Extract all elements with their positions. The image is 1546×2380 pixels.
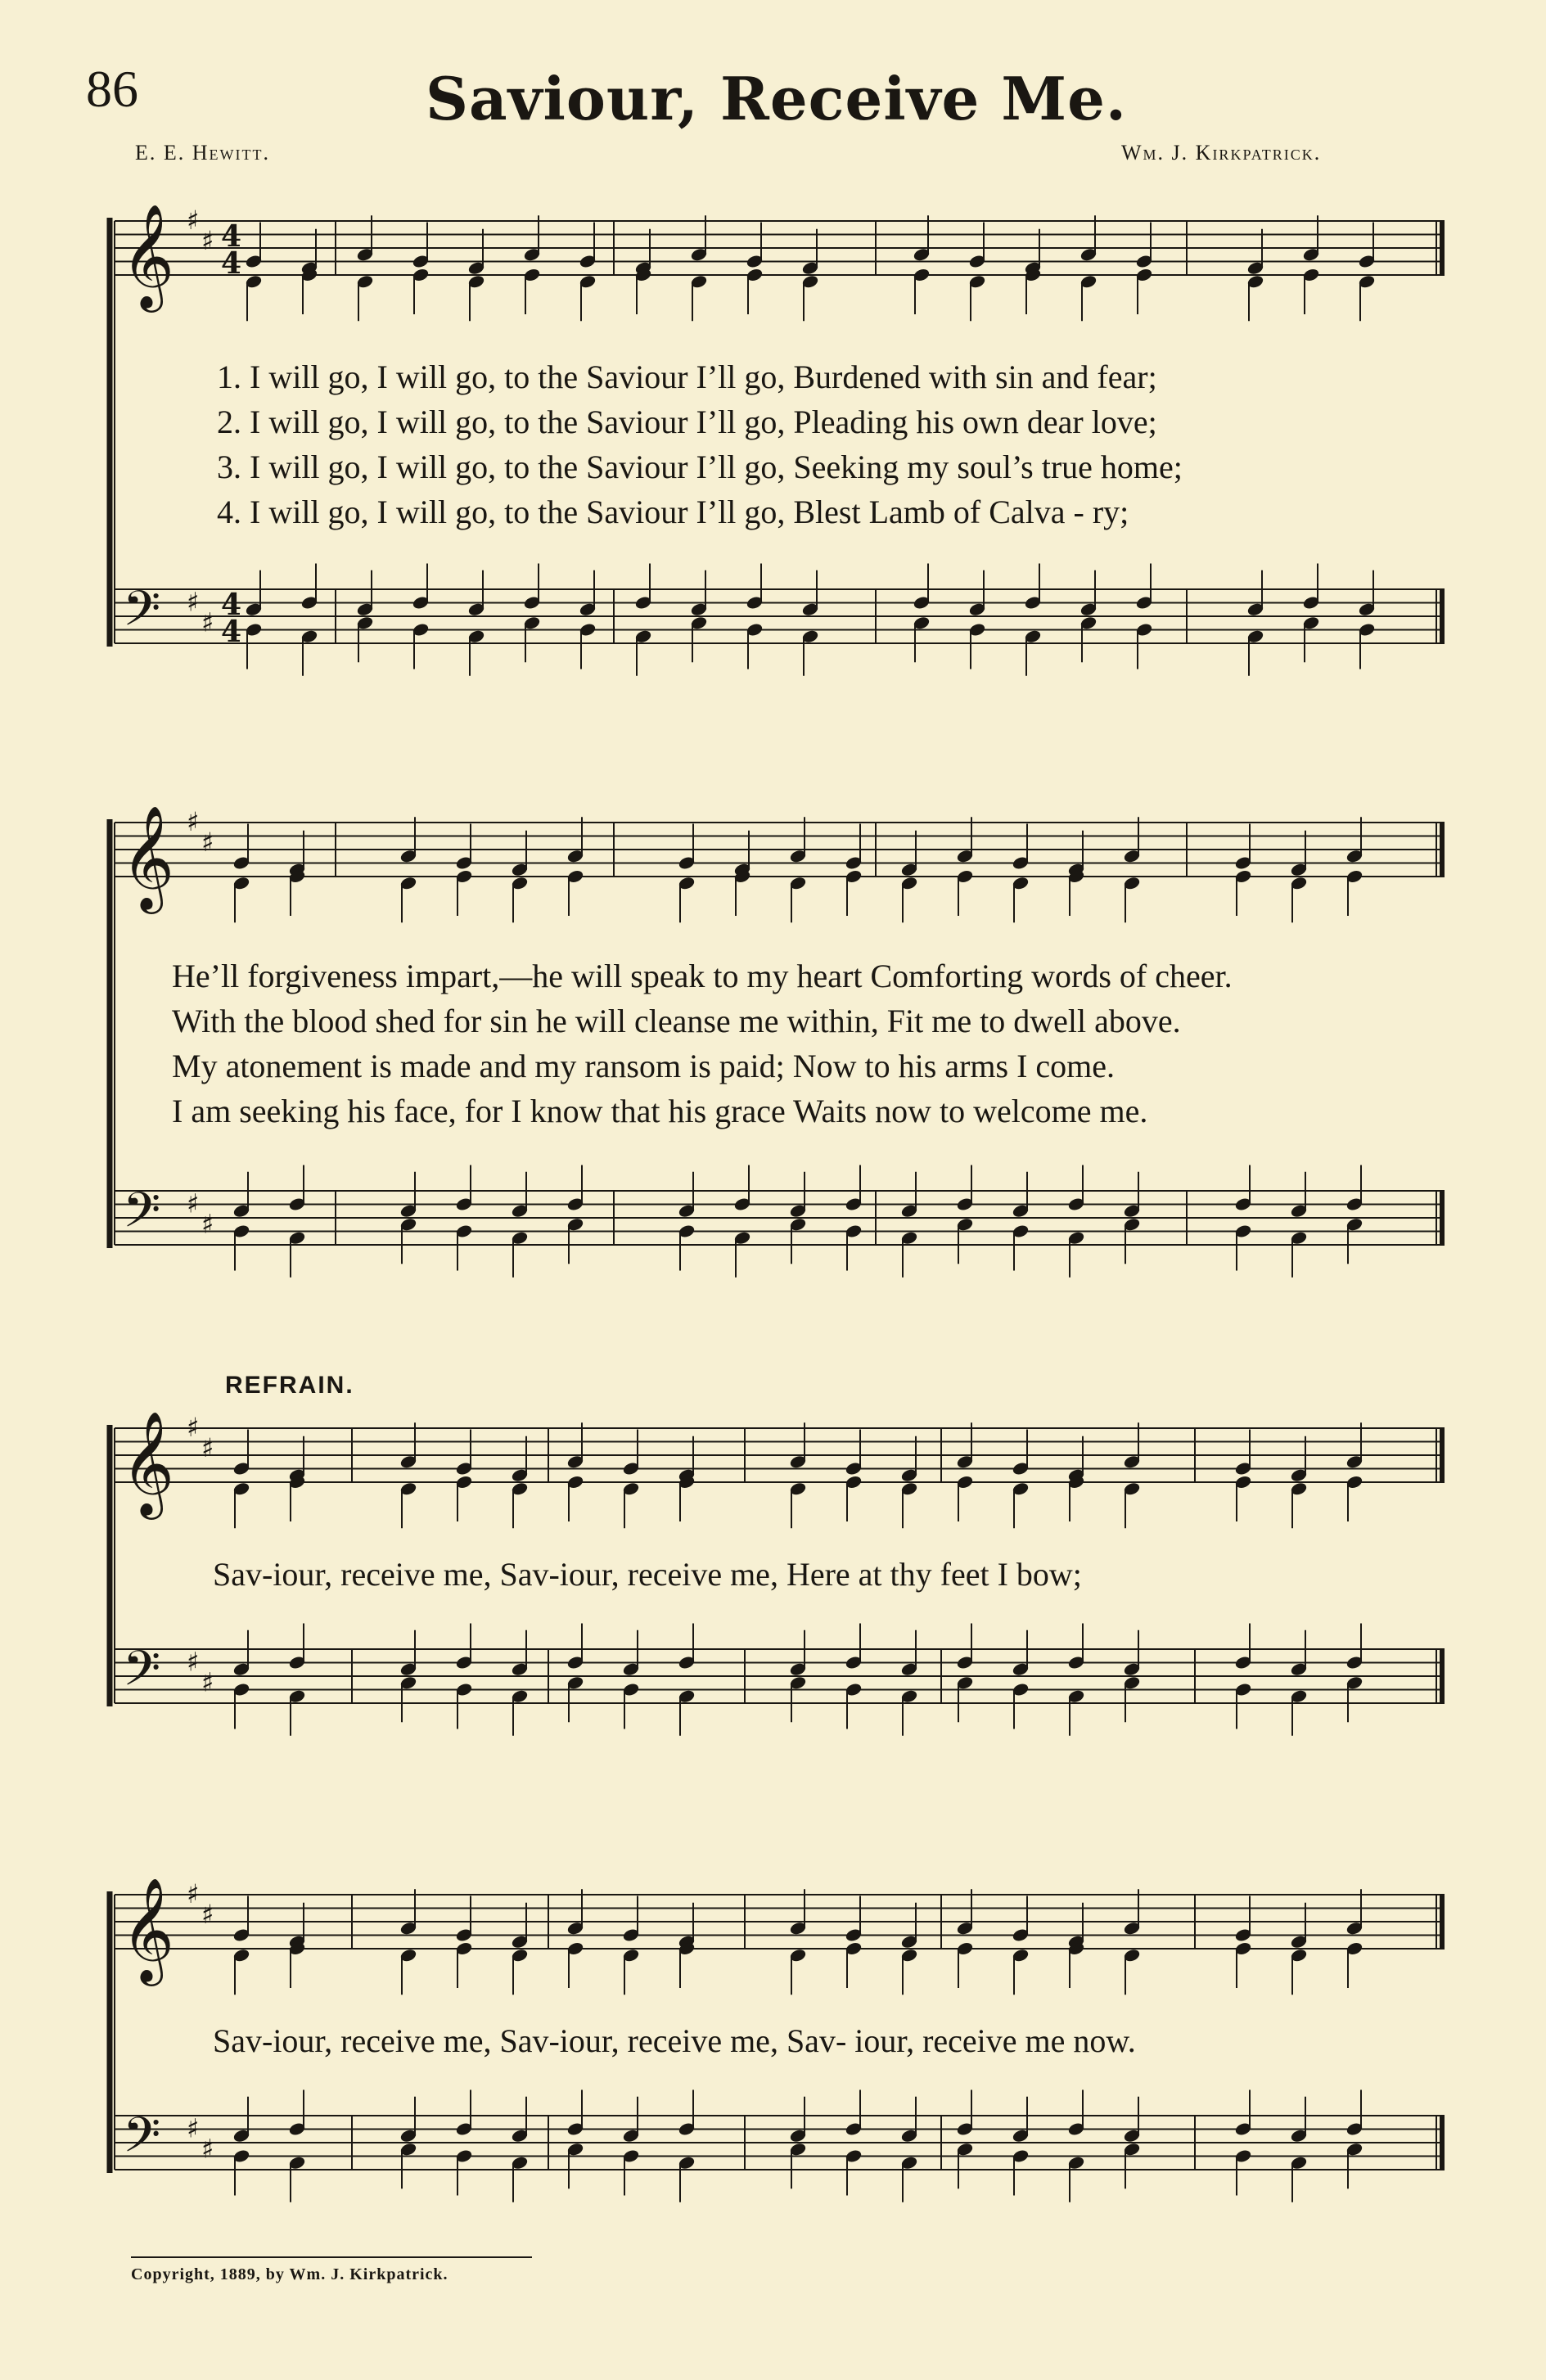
verse-line-6: With the blood shed for sin he will cleanse me within, Fit me to dwell above. xyxy=(172,1003,1181,1039)
copyright-rule xyxy=(131,2256,532,2258)
music-system-2 xyxy=(90,806,1449,1281)
svg-text:♯: ♯ xyxy=(201,826,214,858)
verse-line-8: I am seeking his face, for I know that his grace Waits now to welcome me. xyxy=(172,1093,1148,1129)
verse-block-part2 xyxy=(172,953,1233,1134)
treble-clef-icon: 𝄞 xyxy=(121,1877,175,1981)
verse-line-1: 1. I will go, I will go, to the Saviour I’ll go, Burdened with sin and fear; xyxy=(217,358,1157,395)
svg-text:♯: ♯ xyxy=(201,224,214,256)
time-signature-digit: 4 xyxy=(221,219,242,254)
hymn-title: Saviour, Receive Me. xyxy=(426,64,1127,133)
time-signature-digit: 4 xyxy=(221,615,242,649)
treble-clef-icon: 𝄞 xyxy=(121,1410,175,1515)
svg-text:♯: ♯ xyxy=(187,1646,200,1678)
verse-line-2: 2. I will go, I will go, to the Saviour I’ll go, Pleading his own dear love; xyxy=(217,403,1157,440)
page-number: 86 xyxy=(86,60,138,118)
svg-text:♯: ♯ xyxy=(187,806,200,837)
verse-line-7: My atonement is made and my ransom is paid; Now to his arms I come. xyxy=(172,1048,1116,1084)
svg-text:♯: ♯ xyxy=(201,1431,214,1463)
refrain-line-1: Sav-iour, receive me, Sav-iour, receive me, Here at thy feet I bow; xyxy=(213,1556,1082,1593)
svg-text:♯: ♯ xyxy=(187,205,200,236)
key-signature-sharps xyxy=(187,205,214,638)
time-signature-digit: 4 xyxy=(221,588,242,622)
svg-text:♯: ♯ xyxy=(201,2133,214,2165)
music-system-4 xyxy=(90,1878,1449,2263)
svg-text:♯: ♯ xyxy=(187,586,200,618)
staff-notation-3 xyxy=(90,1412,1449,1796)
verse-line-4: 4. I will go, I will go, to the Saviour I’ll go, Blest Lamb of Calva - ry; xyxy=(217,494,1129,530)
svg-text:♯: ♯ xyxy=(201,1208,214,1240)
verse-line-5: He’ll forgiveness impart,—he will speak to my heart Comforting words of cheer. xyxy=(172,958,1233,994)
copyright-notice: Copyright, 1889, by Wm. J. Kirkpatrick. xyxy=(131,2265,448,2283)
time-signature-digit: 4 xyxy=(221,246,242,281)
verse-block-part1 xyxy=(217,354,1183,534)
author: E. E. Hewitt. xyxy=(135,141,271,165)
svg-text:♯: ♯ xyxy=(187,1878,200,1909)
treble-clef-icon: 𝄞 xyxy=(121,203,175,308)
svg-text:♯: ♯ xyxy=(201,1898,214,1930)
svg-text:♯: ♯ xyxy=(187,1412,200,1443)
music-system-3 xyxy=(90,1412,1449,1796)
svg-text:♯: ♯ xyxy=(187,1188,200,1219)
bass-clef-icon: 𝄢 xyxy=(123,579,161,649)
bass-clef-icon: 𝄢 xyxy=(123,1639,161,1709)
composer: Wm. J. Kirkpatrick. xyxy=(1121,141,1322,165)
music-system-1 xyxy=(90,205,1449,679)
refrain-label: REFRAIN. xyxy=(225,1372,354,1399)
bass-clef-icon: 𝄢 xyxy=(123,2106,161,2175)
treble-clef-icon: 𝄞 xyxy=(121,805,175,909)
staff-notation-4 xyxy=(90,1878,1449,2263)
svg-text:♯: ♯ xyxy=(201,606,214,638)
svg-text:♯: ♯ xyxy=(187,2112,200,2144)
bass-clef-icon: 𝄢 xyxy=(123,1181,161,1251)
verse-line-3: 3. I will go, I will go, to the Saviour I’ll go, Seeking my soul’s true home; xyxy=(217,449,1183,485)
refrain-line-2: Sav-iour, receive me, Sav-iour, receive me, Sav- iour, receive me now. xyxy=(213,2022,1136,2059)
svg-text:♯: ♯ xyxy=(201,1666,214,1698)
